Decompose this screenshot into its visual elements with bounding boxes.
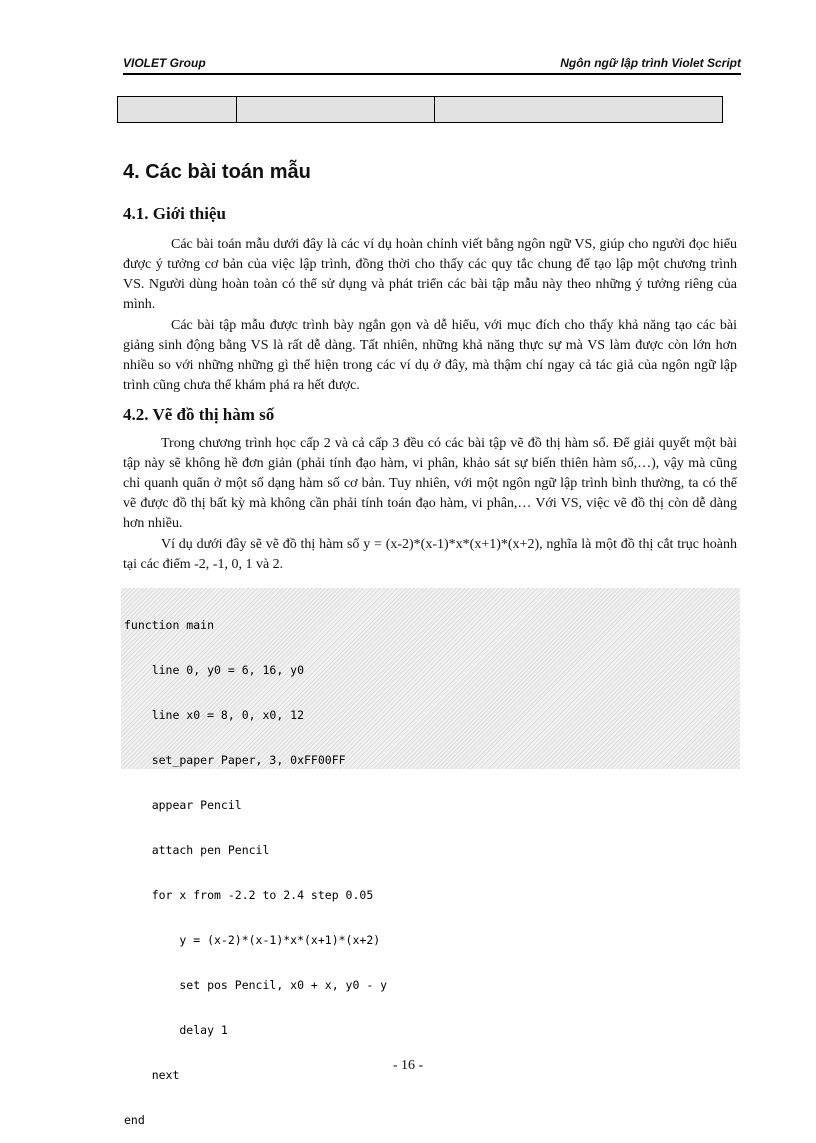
code-line: function main bbox=[124, 618, 215, 632]
section-4-2-title: 4.2. Vẽ đồ thị hàm số bbox=[123, 405, 275, 424]
code-line: for x from -2.2 to 2.4 step 0.05 bbox=[124, 888, 374, 902]
intro-paragraph-2: Các bài tập mẫu được trình bày ngắn gọn và dễ hiểu, với mục đích cho thấy khả năng tạo các bài giảng sinh động bằng VS là rất dễ dàng. Tất nhiên, những khả năng thực sự mà VS làm được còn lớn hơn nhiều so với những những gì thể hiện trong các ví dụ ở đây, mà thậm chí ngay cả tác giả của ngôn ngữ lập trình cũng chưa thể khám phá ra hết được. bbox=[123, 318, 737, 393]
table-cell bbox=[118, 97, 237, 123]
code-line: line x0 = 8, 0, x0, 12 bbox=[124, 708, 305, 722]
page-number: - 16 - bbox=[392, 1058, 424, 1073]
code-line: y = (x-2)*(x-1)*x*(x+1)*(x+2) bbox=[124, 933, 381, 947]
code-block bbox=[121, 588, 740, 1127]
page-header bbox=[123, 55, 741, 75]
code-line: next bbox=[124, 1068, 180, 1082]
section-4-title: 4. Các bài toán mẫu bbox=[123, 161, 311, 183]
code-line: attach pen Pencil bbox=[124, 843, 270, 857]
continued-table bbox=[117, 96, 723, 123]
section-4-1-title: 4.1. Giới thiệu bbox=[123, 204, 226, 223]
intro-paragraph-1: Các bài toán mẫu dưới đây là các ví dụ hoàn chỉnh viết bằng ngôn ngữ VS, giúp cho người đọc hiểu được ý tưởng cơ bản của việc lập trình, đồng thời cho thấy các quy tắc chung để tạo lập một chương trình VS. Người dùng hoàn toàn có thể sử dụng và phát triển các bài tập mẫu này theo những ý tưởng riêng của mình. bbox=[123, 237, 737, 312]
code-line: line 0, y0 = 6, 16, y0 bbox=[124, 663, 305, 677]
table-row bbox=[118, 97, 723, 123]
header-document-title: Ngôn ngữ lập trình Violet Script bbox=[560, 56, 741, 70]
code-line: set pos Pencil, x0 + x, y0 - y bbox=[124, 978, 388, 992]
code-line: end bbox=[124, 1113, 145, 1127]
graph-paragraph-2: Ví dụ dưới đây sẽ vẽ đồ thị hàm số y = (x-2)*(x-1)*x*(x+1)*(x+2), nghĩa là một đồ thị cắt trục hoành tại các điểm -2, -1, 0, 1 và 2. bbox=[123, 537, 737, 572]
table-cell bbox=[435, 97, 723, 123]
code-line: delay 1 bbox=[124, 1023, 228, 1037]
code-line: set_paper Paper, 3, 0xFF00FF bbox=[124, 753, 346, 767]
header-group-name: VIOLET Group bbox=[123, 56, 206, 70]
code-line: appear Pencil bbox=[124, 798, 242, 812]
table-cell bbox=[237, 97, 435, 123]
graph-paragraph-1: Trong chương trình học cấp 2 và cả cấp 3 đều có các bài tập vẽ đồ thị hàm số. Để giải quyết một bài tập này sẽ không hề đơn giản (phải tính đạo hàm, vi phân, khảo sát sự biến thiên hàm số,…), vậy mà cũng chỉ quanh quẩn ở một số dạng hàm số cơ bản. Tuy nhiên, với một ngôn ngữ lập trình bình thường, ta có thể vẽ được đồ thị bất kỳ mà không cần phải tính toán đạo hàm, vi phân,… Với VS, việc vẽ đồ thị còn dễ dàng hơn nhiều. bbox=[123, 436, 737, 531]
